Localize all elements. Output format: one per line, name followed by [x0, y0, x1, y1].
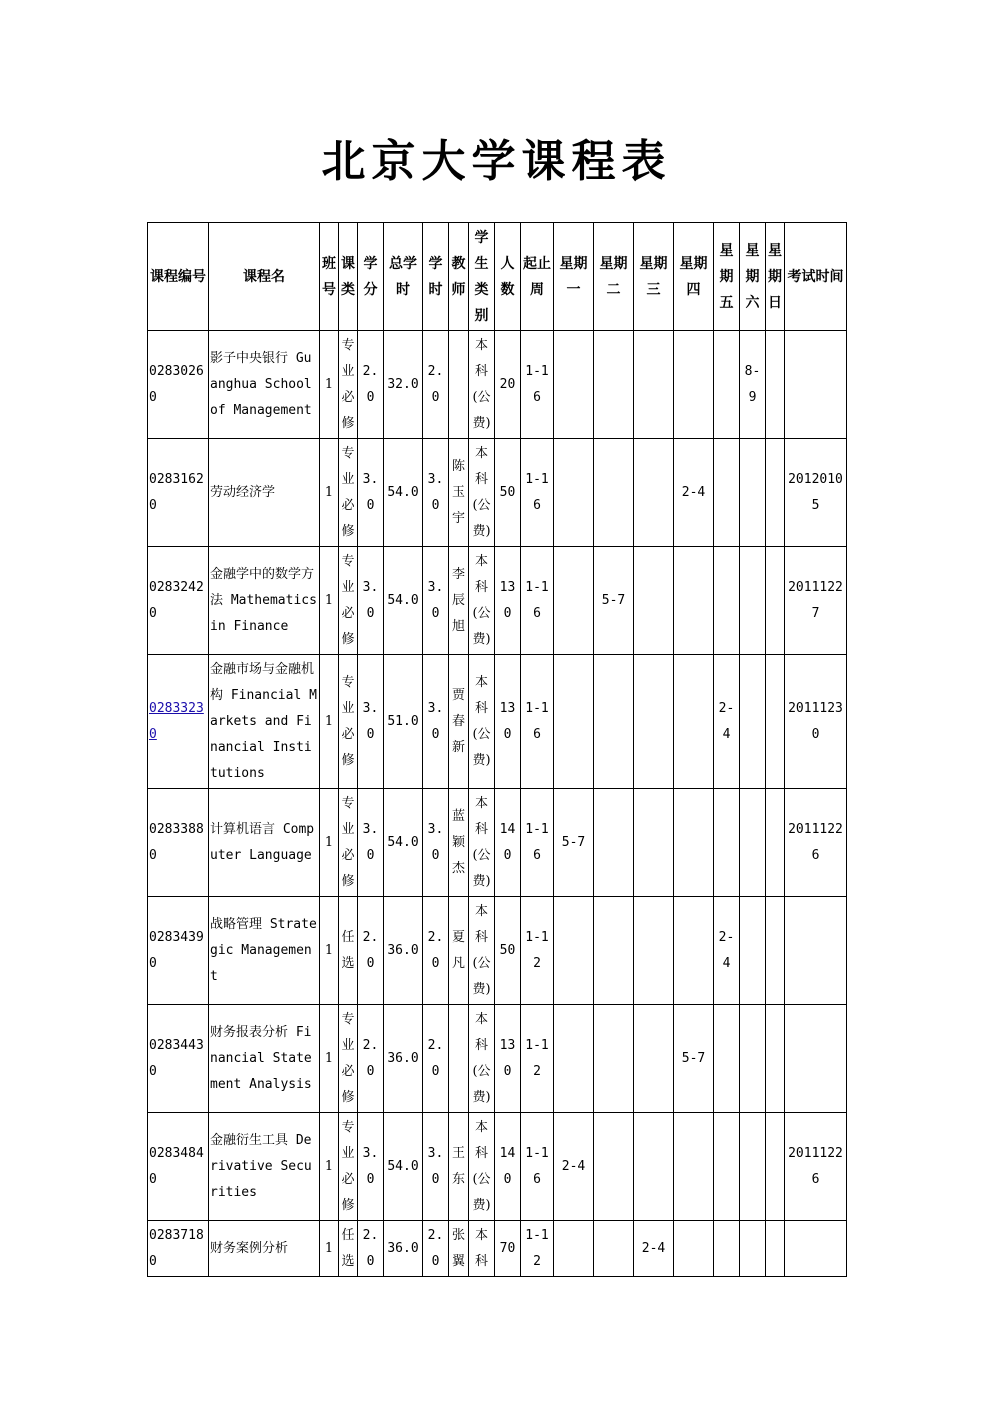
course-code: 02833880	[148, 789, 209, 897]
total-hours: 51.0	[384, 655, 423, 789]
enrollment-count: 20	[495, 331, 521, 439]
credit: 3.0	[358, 789, 384, 897]
enrollment-count: 50	[495, 897, 521, 1005]
teacher: 夏 凡	[449, 897, 469, 1005]
slot-sun	[766, 789, 785, 897]
course-name: 影子中央银行 Guanghua School of Management	[209, 331, 320, 439]
slot-tue	[594, 1221, 634, 1277]
class-number: 1	[320, 1113, 339, 1221]
total-hours: 54.0	[384, 547, 423, 655]
header-class: 班 号	[320, 223, 339, 331]
exam-date	[785, 331, 847, 439]
total-hours: 54.0	[384, 789, 423, 897]
credit: 2.0	[358, 1221, 384, 1277]
slot-thu	[674, 331, 714, 439]
credit: 2.0	[358, 331, 384, 439]
class-number: 1	[320, 789, 339, 897]
slot-sat	[740, 789, 766, 897]
slot-sun	[766, 547, 785, 655]
weeks-range: 1-16	[521, 655, 554, 789]
slot-thu: 2-4	[674, 439, 714, 547]
slot-mon	[554, 331, 594, 439]
course-type: 专 业 必 修	[339, 789, 358, 897]
class-number: 1	[320, 897, 339, 1005]
table-row	[148, 897, 847, 1005]
teacher: 陈 玉 宇	[449, 439, 469, 547]
slot-sun	[766, 331, 785, 439]
header-credit: 学 分	[358, 223, 384, 331]
header-type: 课 类	[339, 223, 358, 331]
hours: 2.0	[423, 1005, 449, 1113]
student-type: 本 科 (公 费)	[469, 439, 495, 547]
header-sat: 星 期 六	[740, 223, 766, 331]
hours: 3.0	[423, 439, 449, 547]
slot-wed	[634, 439, 674, 547]
slot-wed	[634, 1113, 674, 1221]
slot-fri: 2-4	[714, 655, 740, 789]
header-total-hours: 总学时	[384, 223, 423, 331]
course-type: 专 业 必 修	[339, 547, 358, 655]
total-hours: 36.0	[384, 1005, 423, 1113]
course-type: 专 业 必 修	[339, 1113, 358, 1221]
slot-tue	[594, 439, 634, 547]
student-type: 本 科 (公 费)	[469, 789, 495, 897]
exam-date	[785, 897, 847, 1005]
course-code: 02830260	[148, 331, 209, 439]
weeks-range: 1-16	[521, 789, 554, 897]
teacher: 王 东	[449, 1113, 469, 1221]
course-type: 任 选	[339, 1221, 358, 1277]
slot-mon	[554, 655, 594, 789]
header-wed: 星期三	[634, 223, 674, 331]
slot-sun	[766, 897, 785, 1005]
course-type: 专 业 必 修	[339, 655, 358, 789]
course-name: 金融市场与金融机构 Financial Markets and Financial Institutions	[209, 655, 320, 789]
header-thu: 星期四	[674, 223, 714, 331]
slot-tue	[594, 789, 634, 897]
exam-date: 20120105	[785, 439, 847, 547]
class-number: 1	[320, 655, 339, 789]
credit: 3.0	[358, 547, 384, 655]
slot-wed: 2-4	[634, 1221, 674, 1277]
student-type: 本 科 (公 费)	[469, 655, 495, 789]
table-row	[148, 547, 847, 655]
slot-mon	[554, 1221, 594, 1277]
weeks-range: 1-16	[521, 331, 554, 439]
header-hours: 学 时	[423, 223, 449, 331]
slot-thu	[674, 1113, 714, 1221]
slot-tue	[594, 1005, 634, 1113]
enrollment-count: 50	[495, 439, 521, 547]
weeks-range: 1-12	[521, 1221, 554, 1277]
course-name: 金融学中的数学方法 Mathematics in Finance	[209, 547, 320, 655]
hours: 3.0	[423, 547, 449, 655]
enrollment-count: 130	[495, 655, 521, 789]
header-sun: 星 期 日	[766, 223, 785, 331]
course-type: 专 业 必 修	[339, 1005, 358, 1113]
slot-wed	[634, 655, 674, 789]
slot-sat	[740, 439, 766, 547]
course-name: 金融衍生工具 Derivative Securities	[209, 1113, 320, 1221]
slot-sat	[740, 897, 766, 1005]
slot-wed	[634, 331, 674, 439]
credit: 3.0	[358, 1113, 384, 1221]
slot-tue	[594, 655, 634, 789]
slot-thu	[674, 547, 714, 655]
slot-tue	[594, 1113, 634, 1221]
hours: 2.0	[423, 897, 449, 1005]
student-type: 本 科 (公 费)	[469, 331, 495, 439]
header-fri: 星 期 五	[714, 223, 740, 331]
hours: 2.0	[423, 1221, 449, 1277]
slot-sun	[766, 655, 785, 789]
weeks-range: 1-16	[521, 547, 554, 655]
credit: 2.0	[358, 1005, 384, 1113]
header-mon: 星期一	[554, 223, 594, 331]
course-code: 02832420	[148, 547, 209, 655]
slot-sat	[740, 547, 766, 655]
slot-mon	[554, 439, 594, 547]
total-hours: 32.0	[384, 331, 423, 439]
header-count: 人 数	[495, 223, 521, 331]
slot-fri	[714, 1113, 740, 1221]
credit: 3.0	[358, 439, 384, 547]
course-code	[148, 655, 209, 789]
slot-sat	[740, 1005, 766, 1113]
total-hours: 54.0	[384, 439, 423, 547]
slot-fri	[714, 789, 740, 897]
enrollment-count: 130	[495, 547, 521, 655]
weeks-range: 1-12	[521, 1005, 554, 1113]
class-number: 1	[320, 547, 339, 655]
page-title: 北京大学课程表	[321, 136, 672, 187]
enrollment-count: 130	[495, 1005, 521, 1113]
class-number: 1	[320, 331, 339, 439]
exam-date: 20111227	[785, 547, 847, 655]
total-hours: 54.0	[384, 1113, 423, 1221]
slot-mon: 5-7	[554, 789, 594, 897]
slot-sat	[740, 1113, 766, 1221]
slot-tue	[594, 331, 634, 439]
course-name: 计算机语言 Computer Language	[209, 789, 320, 897]
exam-date: 20111226	[785, 1113, 847, 1221]
course-name: 财务报表分析 Financial Statement Analysis	[209, 1005, 320, 1113]
course-code: 02837180	[148, 1221, 209, 1277]
header-exam: 考试时间	[785, 223, 847, 331]
header-code: 课程编号	[148, 223, 209, 331]
exam-date	[785, 1005, 847, 1113]
slot-thu	[674, 789, 714, 897]
teacher: 贾 春 新	[449, 655, 469, 789]
table-row	[148, 789, 847, 897]
course-name: 战略管理 Strategic Management	[209, 897, 320, 1005]
header-weeks: 起止周	[521, 223, 554, 331]
course-type: 专 业 必 修	[339, 439, 358, 547]
table-row	[148, 1221, 847, 1277]
header-tue: 星期二	[594, 223, 634, 331]
table-row	[148, 655, 847, 789]
enrollment-count: 140	[495, 1113, 521, 1221]
slot-mon: 2-4	[554, 1113, 594, 1221]
slot-fri	[714, 1005, 740, 1113]
slot-thu	[674, 1221, 714, 1277]
slot-wed	[634, 897, 674, 1005]
slot-sun	[766, 1221, 785, 1277]
course-code-link[interactable]: 02833230	[149, 700, 204, 742]
course-name: 财务案例分析	[209, 1221, 320, 1277]
student-type: 本 科 (公 费)	[469, 547, 495, 655]
slot-sat	[740, 1221, 766, 1277]
slot-thu	[674, 897, 714, 1005]
header-row	[148, 223, 847, 331]
exam-date	[785, 1221, 847, 1277]
table-row	[148, 1113, 847, 1221]
slot-sat	[740, 655, 766, 789]
course-code: 02834840	[148, 1113, 209, 1221]
class-number: 1	[320, 439, 339, 547]
teacher: 蓝 颖 杰	[449, 789, 469, 897]
slot-fri: 2-4	[714, 897, 740, 1005]
hours: 3.0	[423, 655, 449, 789]
student-type: 本 科 (公 费)	[469, 1113, 495, 1221]
exam-date: 20111230	[785, 655, 847, 789]
slot-fri	[714, 331, 740, 439]
credit: 2.0	[358, 897, 384, 1005]
course-type: 任 选	[339, 897, 358, 1005]
course-name: 劳动经济学	[209, 439, 320, 547]
course-code: 02834390	[148, 897, 209, 1005]
teacher	[449, 1005, 469, 1113]
enrollment-count: 140	[495, 789, 521, 897]
course-code: 02834430	[148, 1005, 209, 1113]
slot-sat: 8-9	[740, 331, 766, 439]
total-hours: 36.0	[384, 897, 423, 1005]
table-row	[148, 1005, 847, 1113]
hours: 3.0	[423, 1113, 449, 1221]
header-name: 课程名	[209, 223, 320, 331]
hours: 2.0	[423, 331, 449, 439]
slot-wed	[634, 789, 674, 897]
slot-thu	[674, 655, 714, 789]
enrollment-count: 70	[495, 1221, 521, 1277]
slot-mon	[554, 897, 594, 1005]
slot-mon	[554, 547, 594, 655]
total-hours: 36.0	[384, 1221, 423, 1277]
slot-sun	[766, 1113, 785, 1221]
course-schedule-table	[147, 222, 847, 1277]
slot-fri	[714, 547, 740, 655]
slot-sun	[766, 1005, 785, 1113]
teacher	[449, 331, 469, 439]
slot-wed	[634, 1005, 674, 1113]
slot-sun	[766, 439, 785, 547]
slot-fri	[714, 439, 740, 547]
header-student-type: 学 生 类 别	[469, 223, 495, 331]
credit: 3.0	[358, 655, 384, 789]
class-number: 1	[320, 1221, 339, 1277]
exam-date: 20111226	[785, 789, 847, 897]
slot-mon	[554, 1005, 594, 1113]
teacher: 张 翼	[449, 1221, 469, 1277]
slot-tue: 5-7	[594, 547, 634, 655]
class-number: 1	[320, 1005, 339, 1113]
course-code: 02831620	[148, 439, 209, 547]
table-row	[148, 331, 847, 439]
weeks-range: 1-16	[521, 1113, 554, 1221]
slot-thu: 5-7	[674, 1005, 714, 1113]
slot-fri	[714, 1221, 740, 1277]
course-type: 专 业 必 修	[339, 331, 358, 439]
weeks-range: 1-12	[521, 897, 554, 1005]
teacher: 李 辰 旭	[449, 547, 469, 655]
header-teacher: 教 师	[449, 223, 469, 331]
student-type: 本 科 (公 费)	[469, 1005, 495, 1113]
slot-tue	[594, 897, 634, 1005]
table-row	[148, 439, 847, 547]
student-type: 本 科 (公 费)	[469, 897, 495, 1005]
weeks-range: 1-16	[521, 439, 554, 547]
slot-wed	[634, 547, 674, 655]
hours: 3.0	[423, 789, 449, 897]
student-type: 本 科	[469, 1221, 495, 1277]
